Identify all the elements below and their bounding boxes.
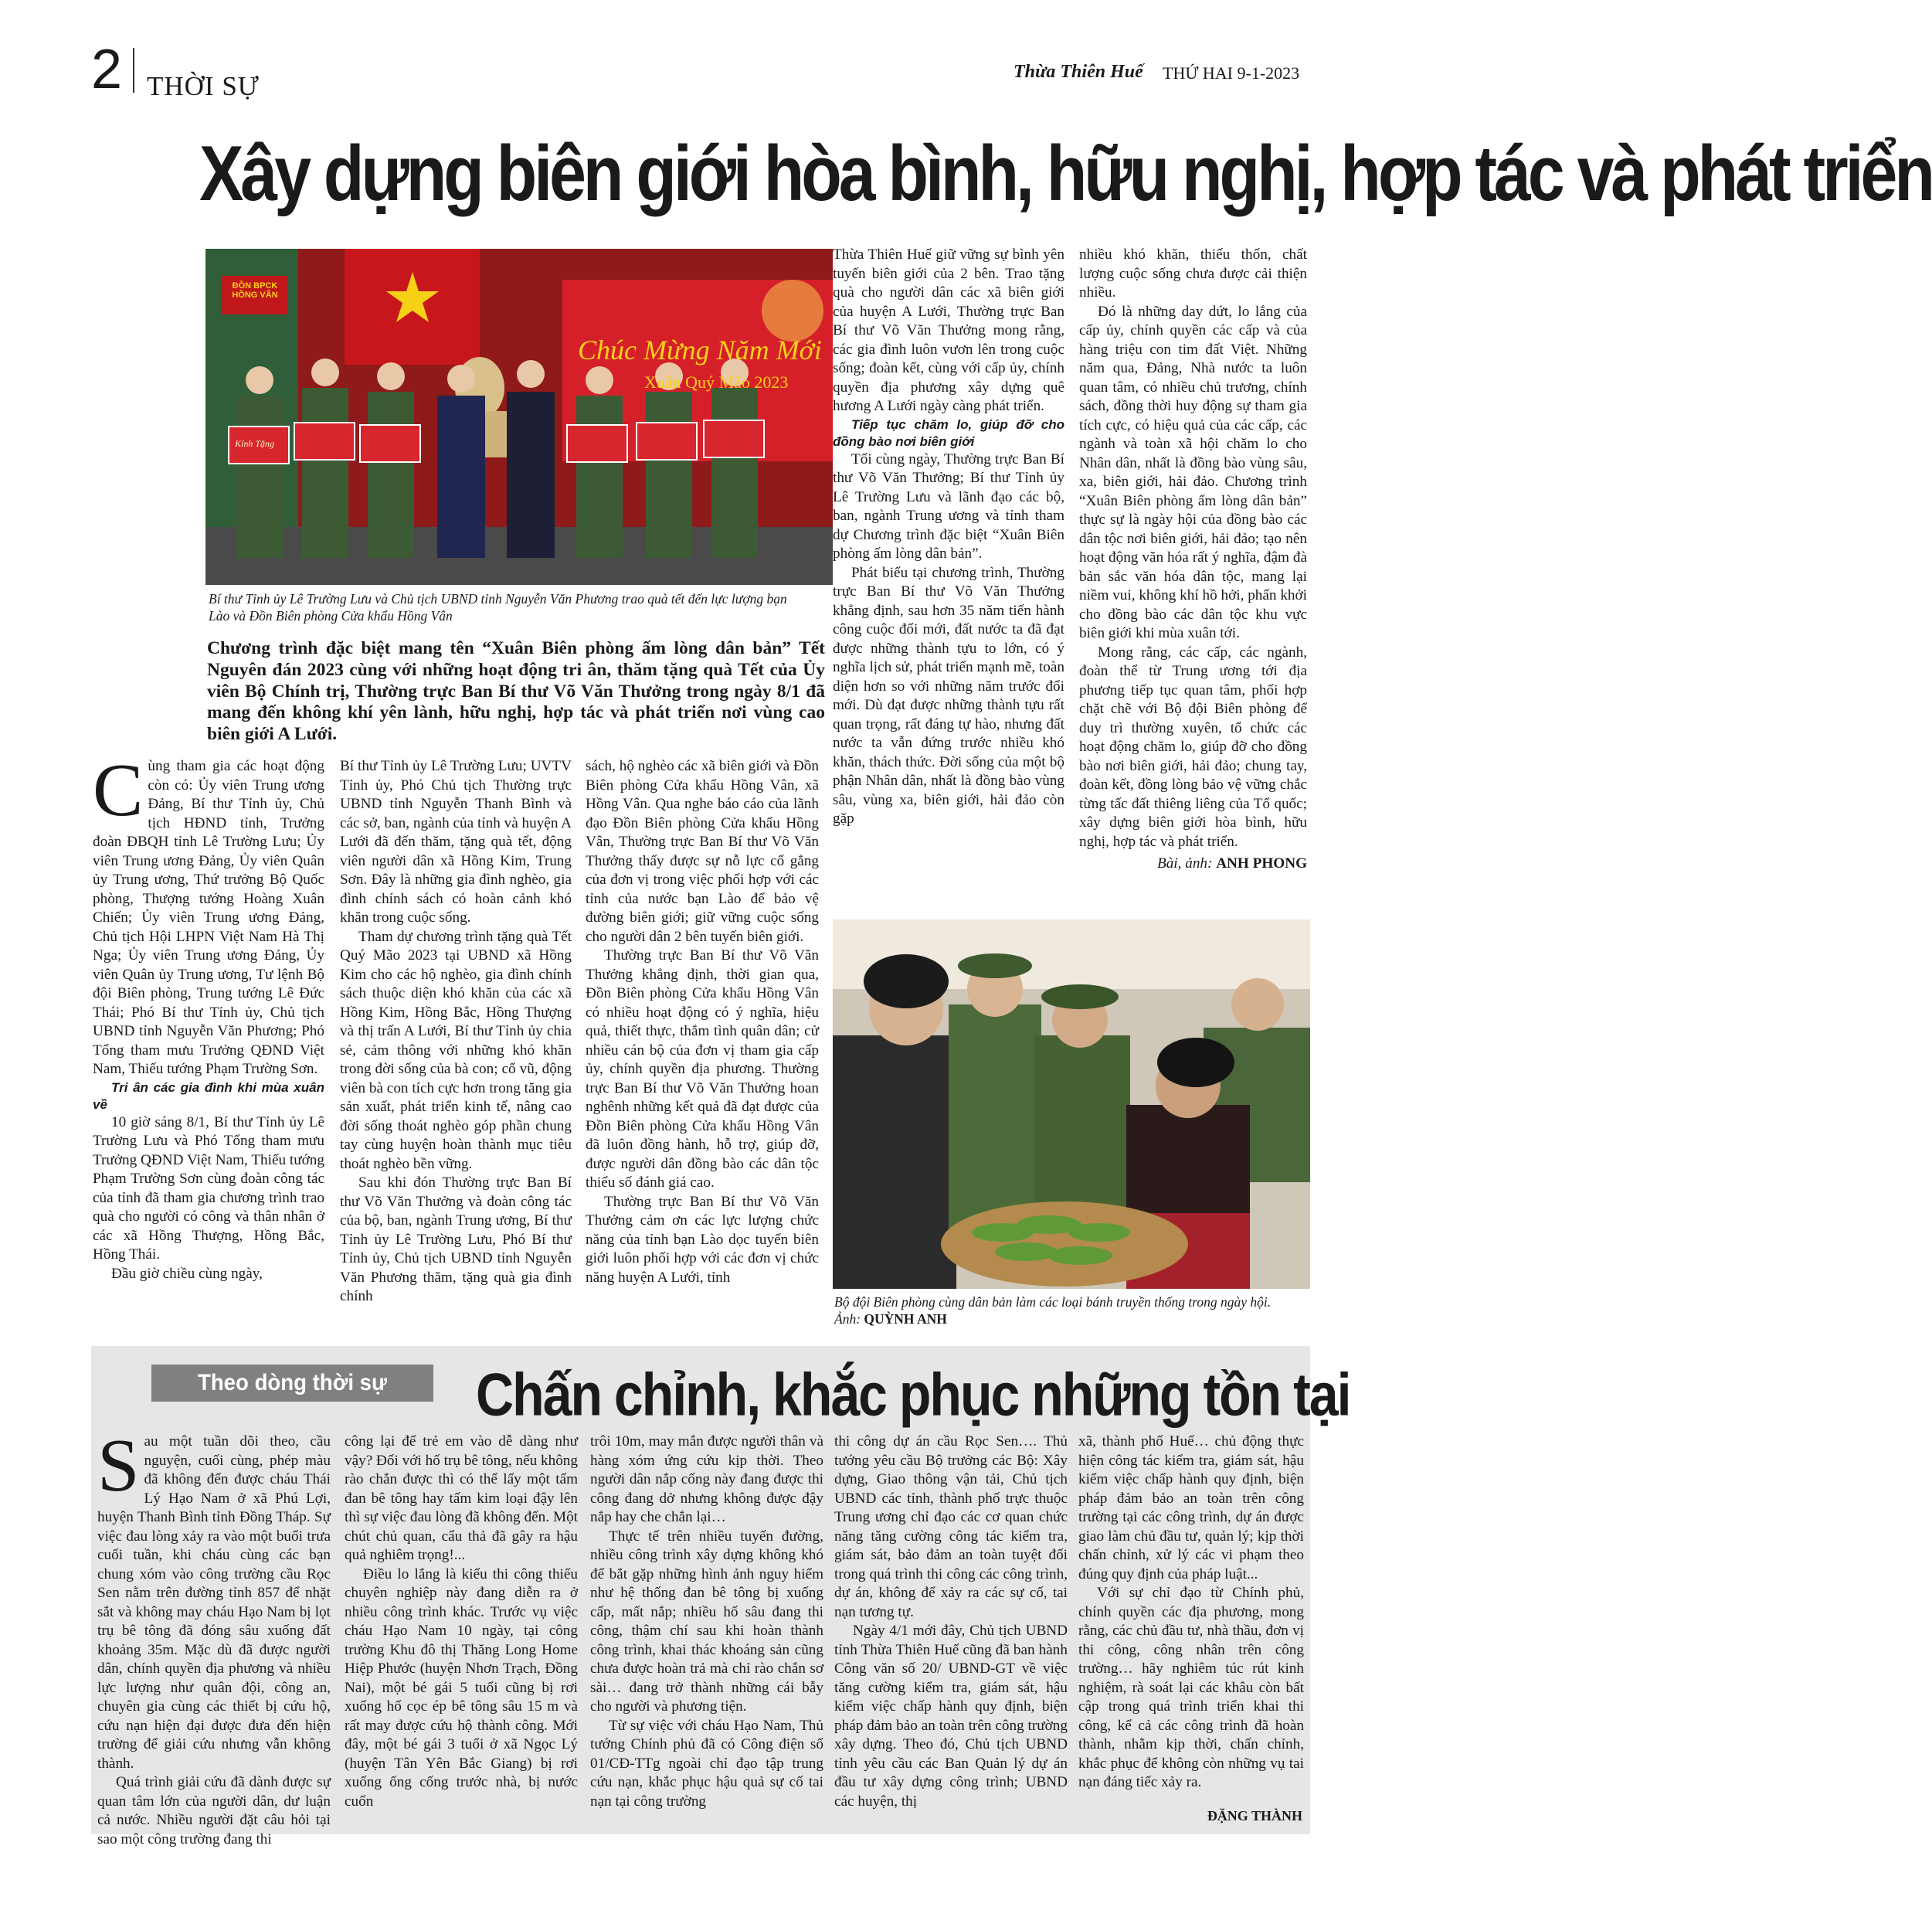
article-1-col4-p2: Tối cùng ngày, Thường trực Ban Bí thư Võ Văn Thưởng; Bí thư Tỉnh ủy Lê Trường Lưu và lãnh đạo các bộ, ban, ngành Trung ương và tỉnh tham dự Chương trình đặc biệt “Xuân Biên phòng ấm lòng dân bản”.: [833, 450, 1064, 562]
article-1-col5-p3: Mong rằng, các cấp, các ngành, đoàn thể từ Trung ương tới địa phương tiếp tục quan tâm, phối hợp chặt chẽ với Bộ đội Biên phòng để duy trì thường xuyên, tổ chức các hoạt động chăm lo, giúp đỡ cho đồng bào nơi biên giới, hải đảo; chung tay, đoàn kết, đồng lòng bảo vệ vững chắc từng tấc đất thiêng liêng của Tổ quốc; xây dựng biên giới hòa bình, hữu nghị, hợp tác và phát triển.: [1079, 644, 1307, 850]
article-2-col1-p2: Quá trình giải cứu đã dành được sự quan tâm lớn của người dân, dư luận cả nước. Nhiều người đặt câu hỏi tại sao một công trường đang thi: [97, 1774, 331, 1847]
article-1-col4-p1: Thừa Thiên Huế giữ vững sự bình yên tuyến biên giới của 2 bên. Trao tặng quà cho người dân các xã biên giới của huyện A Lưới, Thường trực Ban Bí thư Võ Văn Thưởng mong rằng, các gia đình luôn vươn lên trong cuộc sống; đoàn kết, cùng với cấp ủy, chính quyền địa phương xây dựng quê hương A Lưới ngày càng phát triển.: [833, 246, 1064, 414]
article-2-column-2: [345, 1433, 578, 1819]
paper-name: Thừa Thiên Huế: [1014, 62, 1143, 82]
article-1-col4-p3: Phát biểu tại chương trình, Thường trực Ban Bí thư Võ Văn Thưởng khẳng định, sau hơn 35 năm tiến hành công cuộc đổi mới, đất nước ta đã đạt được những thành tựu to lớn, có ý nghĩa lịch sử, phát triển mạnh mẽ, toàn diện hơn so với những năm trước đổi mới. Dù đạt được những thành tựu rất quan trọng, rất đáng tự hào, nhưng đất nước ta vẫn đứng trước nhiều khó khăn, thách thức. Đời sống của một bộ phận Nhân dân, nhất là đồng bào vùng sâu, vùng xa, biên giới, hải đảo còn gặp: [833, 564, 1064, 827]
article-1-col1-p2: 10 giờ sáng 8/1, Bí thư Tỉnh ủy Lê Trường Lưu và Phó Tổng tham mưu Trưởng QĐND Việt Nam, Thiếu tướng Phạm Trường Sơn cùng đoàn công tác của tỉnh đã tham gia chương trình trao quà cho người có công và thân nhân ở các xã Hồng Thượng, Hồng Bắc, Hồng Thái.: [93, 1113, 324, 1263]
photo-traditional-cakes-illustration: [833, 919, 1310, 1289]
article-2-col4-p2: Ngày 4/1 mới đây, Chủ tịch UBND tỉnh Thừa Thiên Huế cũng đã ban hành Công văn số 20/ UBND-GT về việc tăng cường kiểm tra, giám sát, hậu kiểm việc chấp hành quy định, biện pháp đảm bảo an toàn trên công trường xây dựng. Theo đó, Chủ tịch UBND tỉnh yêu cầu các Ban Quản lý dự án đầu tư xây dựng công trình; UBND các huyện, thị: [834, 1623, 1068, 1810]
article-2-col4-p1: thi công dự án cầu Rọc Sen…. Thủ tướng yêu cầu Bộ trưởng các Bộ: Xây dựng, Giao thông vận tải, Chủ tịch UBND các tỉnh, thành phố trực thuộc Trung ương chỉ đạo các cơ quan chức năng tăng cường công tác kiểm tra, giám sát, bảo đảm an toàn tuyệt đối trong quá trình thi công các công trình, dự án, không để xảy ra các sự cố, tai nạn tương tự.: [834, 1433, 1068, 1620]
article-1-column-4: [833, 246, 1064, 902]
article-1-col2-p1: Bí thư Tỉnh ủy Lê Trường Lưu; UVTV Tỉnh ủy, Phó Chủ tịch Thường trực UBND tỉnh Nguyễn Thanh Bình và các sở, ban, ngành của tỉnh và huyện A Lưới đã đến thăm, tặng quà tết, động viên người dân xã Hồng Kim, Trung Sơn. Đây là những gia đình nghèo, gia đình chính sách có hoàn cảnh khó khăn trong cuộc sống.: [340, 758, 572, 926]
article-1-lead: Chương trình đặc biệt mang tên “Xuân Biên phòng ấm lòng dân bản” Tết Nguyên đán 2023 cùng với những hoạt động tri ân, thăm tặng quà Tết của Ủy viên Bộ Chính trị, Thường trực Ban Bí thư Võ Văn Thưởng trong ngày 8/1 đã mang đến không khí yên lành, hữu nghị, hợp tác và phát triển nơi vùng cao biên giới A Lưới.: [207, 638, 825, 745]
article-1-col3-p2: Thường trực Ban Bí thư Võ Văn Thưởng khẳng định, thời gian qua, Đồn Biên phòng Cửa khẩu Hồng Vân có nhiều hoạt động có ý nghĩa, hiệu quả, thiết thực, thắm tình quân dân; cử nhiều cán bộ của đơn vị tham gia cấp ủy, chính quyền địa phương. Thường trực Ban Bí thư Võ Văn Thưởng hoan nghênh những kết quả đã đạt được của Đồn Biên phòng Cửa khẩu Hồng Vân đã luôn đồng hành, hỗ trợ, giúp đỡ, được người dân đồng bào các dân tộc thiểu số đánh giá cao.: [586, 947, 819, 1191]
gift-label: Kính Tặng: [235, 438, 275, 449]
article-2-column-3: [590, 1433, 823, 1819]
banner-unit-name: ĐỒN BPCK HỒNG VÂN: [232, 281, 278, 300]
photo-gift-ceremony-illustration: [205, 249, 833, 585]
article-1-subhead-2: Tiếp tục chăm lo, giúp đỡ cho đồng bào nơi biên giới: [833, 416, 1064, 449]
banner-greeting: Chúc Mừng Năm Mới: [578, 335, 822, 365]
photo-traditional-cakes-caption: [834, 1293, 1298, 1327]
article-1-col5-p2: Đó là những day dứt, lo lắng của cấp ủy, chính quyền các cấp và của hàng triệu con tim đất Việt. Những năm qua, Đảng, Nhà nước ta luôn quan tâm, có nhiều chủ trương, chính sách, đồng thời huy động sự tham gia tích cực, có hiệu quả của các cấp, các ngành và toàn xã hội chăm lo cho Nhân dân, nhất là đồng bào vùng sâu, xa, biên giới, hải đảo. Chương trình “Xuân Biên phòng ấm lòng dân bản” thực sự là ngày hội của đồng bào các dân tộc nơi biên giới, hải đảo; tạo nên hoạt động văn hóa rất ý nghĩa, đậm đà bản sắc văn hóa dân tộc, mang lại niềm vui, không khí hồ hởi, phấn khởi cho đồng bào các dân tộc khu vực biên giới khi mùa xuân tới.: [1079, 303, 1307, 641]
article-2-col1-p1: au một tuần dõi theo, cầu nguyện, cuối cùng, phép màu đã không đến được cháu Thái Lý Hạo Nam ở xã Phú Lợi, huyện Thanh Bình tỉnh Đồng Tháp. Sự việc đau lòng xảy ra vào một buổi trưa cuối tuần, khi cháu cùng các bạn chung xóm vào công trường cầu Rọc Sen nằm trên đường tỉnh 857 để nhặt sắt và không may cháu Hạo Nam bị lọt trụ bê tông đã đóng sâu xuống đất khoảng 35m. Mặc dù đã được người dân, chính quyền địa phương và nhiều lực lượng như quân đội, công an, chuyên gia cùng các thiết bị cứu hộ, cứu nạn hiện đại được đưa đến hiện trường để giải cứu nhưng vẫn không thành.: [97, 1433, 331, 1772]
dropcap-c: C: [93, 749, 144, 832]
article-2-column-4: [834, 1433, 1068, 1819]
article-2-byline: ĐẶNG THÀNH: [1207, 1808, 1302, 1824]
article-1-byline: [1079, 855, 1307, 874]
article-2-col2-p1: công lại để trẻ em vào dễ dàng như vậy? Đối với hố trụ bê tông, nếu không rào chắn được thì có thể lấy một tấm đan bê tông hay tấm kim loại đậy lên thì sự việc đau lòng đã không đến. Một chút chủ quan, cẩu thả đã gây ra hậu quả nghiêm trọng!...: [345, 1433, 578, 1563]
article-2-col3-p3: Từ sự việc với cháu Hạo Nam, Thủ tướng Chính phủ đã có Công điện số 01/CĐ-TTg ngoài chỉ đạo tập trung cứu nạn, khắc phục hậu quả sự cố tai nạn tại công trường: [590, 1717, 823, 1810]
page-header: [0, 0, 1392, 108]
photo-gift-ceremony-caption: Bí thư Tỉnh ủy Lê Trường Lưu và Chủ tịch UBND tỉnh Nguyễn Văn Phương trao quà tết đến lực lượng bạn Lào và Đồn Biên phòng Cửa khẩu Hồng Vân: [209, 591, 787, 624]
photo-gift-ceremony: [205, 249, 833, 585]
article-2-column-1: [97, 1424, 331, 1847]
article-2-rubric: [151, 1365, 433, 1402]
page-number: 2: [91, 39, 123, 100]
article-1-column-3: [586, 757, 819, 1337]
article-2-col3-p2: Thực tế trên nhiều tuyến đường, nhiều công trình xây dựng không khó để bắt gặp những hình ảnh nguy hiểm như hệ thống đan bê tông bị xuống cấp, mất nắp; nhiều hố sâu đang thi công, thậm chí sau khi hoàn thành công trình, khai thác khoáng sản cũng chưa được hoàn trả mà chỉ rào chắn sơ sài… đang trở thành những cái bẫy cho người và phương tiện.: [590, 1528, 823, 1715]
photo-traditional-cakes-caption-author: QUỲNH ANH: [864, 1311, 947, 1327]
article-1-col2-p3: Sau khi đón Thường trực Ban Bí thư Võ Văn Thưởng và đoàn công tác của bộ, ban, ngành Trung ương, Bí thư Tỉnh ủy Lê Trường Lưu, Phó Bí thư Tỉnh ủy, Chủ tịch UBND tỉnh Nguyễn Văn Phương thăm, tặng quà gia đình chính: [340, 1174, 572, 1304]
article-1-headline: Xây dựng biên giới hòa bình, hữu nghị, hợp tác và phát triển: [199, 130, 1932, 218]
article-2-col2-p2: Điều lo lắng là kiểu thi công thiếu chuyên nghiệp này đang diễn ra ở nhiều công trình khác. Trước vụ việc cháu Hạo Nam 10 ngày, tại công trường Khu đô thị Thăng Long Home Hiệp Phước (huyện Nhơn Trạch, Đồng Nai), một bé gái 5 tuổi cũng bị rơi xuống hố cọc ép bê tông sâu 15 m và rất may được cứu hộ thành công. Mới đây, một bé gái 3 tuổi ở xã Ngọc Lý (huyện Tân Yên Bắc Giang) bị rơi xuống ống cống trước nhà, bị nước cuốn: [345, 1565, 578, 1810]
photo-traditional-cakes: [833, 919, 1310, 1289]
article-1-byline-label: Bài, ảnh:: [1156, 855, 1213, 872]
article-2-rubric-label: Theo dòng thời sự: [197, 1370, 388, 1395]
issue-date: THỨ HAI 9-1-2023: [1163, 63, 1300, 83]
article-1-col3-p3: Thường trực Ban Bí thư Võ Văn Thưởng cảm ơn các lực lượng chức năng của tỉnh bạn Lào dọc tuyến biên giới luôn phối hợp với các đơn vị chức năng huyện A Lưới, tỉnh: [586, 1193, 819, 1286]
banner-year: Xuân Quý Mão 2023: [644, 372, 789, 392]
article-2-col5-p2: Với sự chỉ đạo từ Chính phủ, chính quyền các địa phương, mong rằng, các chủ đầu tư, nhà thầu, đơn vị thi công, công nhân trên công trường… hãy nghiêm túc rút kinh nghiệm, rà soát lại các khâu còn bất cập trong quá trình triển khai thi công, kể cả các công trình đã hoàn thành, nhằm kịp thời, chấn chỉnh, khắc phục để không còn những vụ tai nạn đáng tiếc xảy ra.: [1078, 1585, 1304, 1790]
article-1-col2-p2: Tham dự chương trình tặng quà Tết Quý Mão 2023 tại UBND xã Hồng Kim cho các hộ nghèo, gia đình chính sách thuộc diện khó khăn của các xã Hồng Kim, Hồng Bắc, Hồng Thượng và thị trấn A Lưới, Bí thư Tỉnh ủy chia sẻ, cảm thông với những khó khăn trong đời sống của bà con; cổ vũ, động viên bà con tích cực hơn trong tăng gia sản xuất, phát triển kinh tế, nâng cao đời sống thoát nghèo góp phần chung tay cùng huyện hoàn thành mục tiêu thoát nghèo bền vững.: [340, 928, 572, 1172]
article-1-column-1: [93, 749, 324, 1337]
article-1-column-5: [1079, 246, 1307, 910]
article-2-headline: Chấn chỉnh, khắc phục những tồn tại: [476, 1361, 1350, 1429]
header-rule: [133, 48, 134, 93]
article-1-col3-p1: sách, hộ nghèo các xã biên giới và Đồn Biên phòng Cửa khẩu Hồng Vân, xã Hồng Vân. Qua nghe báo cáo của lãnh đạo Đồn Biên phòng Cửa khẩu Hồng Vân, Thường trực Ban Bí thư Võ Văn Thưởng thấy được sự nỗ lực cố gắng của đơn vị trong việc phối hợp với các tỉnh của nước bạn Lào để bảo vệ đường biên giới; giữ vững cuộc sống cho người dân 2 bên tuyến biên giới.: [586, 758, 819, 945]
article-1-col5-p1: nhiều khó khăn, thiếu thốn, chất lượng cuộc sống chưa được cải thiện nhiều.: [1079, 246, 1307, 301]
section-label: THỜI SỰ: [147, 71, 260, 101]
article-1-column-2: [340, 757, 572, 1337]
article-1-subhead-1: Tri ân các gia đình khi mùa xuân về: [93, 1079, 324, 1112]
article-2-col3-p1: trôi 10m, may mắn được người thân và hàng xóm ứng cứu kịp thời. Theo người dân nắp cống này đang được thi công đang dở nhưng không được đậy nắp hay che chắn lại…: [590, 1433, 823, 1525]
dropcap-s: S: [97, 1424, 140, 1507]
article-2-column-5: [1078, 1433, 1304, 1788]
article-2-col5-p1: xã, thành phố Huế… chủ động thực hiện công tác kiểm tra, giám sát, hậu kiểm việc chấp hành quy định, biện pháp đảm bảo an toàn trên công trường tại các công trình, dự án được giao làm chủ đầu tư, quản lý; kịp thời chấn chỉnh, xử lý các vi phạm theo đúng quy định của pháp luật...: [1078, 1433, 1304, 1582]
photo-traditional-cakes-caption-text: Bộ đội Biên phòng cùng dân bản làm các loại bánh truyền thống trong ngày hội. Ảnh:: [834, 1294, 1272, 1327]
article-1-byline-name: ANH PHONG: [1216, 855, 1307, 872]
article-1-col1-p3: Đầu giờ chiều cùng ngày,: [111, 1265, 263, 1282]
article-1-col1-p1: ùng tham gia các hoạt động còn có: Ủy viên Trung ương Đảng, Bí thư Tỉnh ủy, Chủ tịch HĐND tỉnh, Trưởng đoàn ĐBQH tỉnh Lê Trường Lưu; Ủy viên Trung ương Đảng, Ủy viên Quân ủy Trung ương, Thứ trưởng Bộ Quốc phòng, Thượng tướng Hoàng Xuân Chiến; Ủy viên Trung ương Đảng, Chủ tịch Hội LHPN Việt Nam Hà Thị Nga; Ủy viên Trung ương Đảng, Ủy viên Quân ủy Trung ương, Tư lệnh Bộ đội Biên phòng, Trung tướng Lê Đức Thái; Phó Bí thư Tỉnh ủy, Chủ tịch UBND tỉnh Nguyễn Văn Phương; Phó Tổng tham mưu Trưởng QĐND Việt Nam, Thiếu tướng Phạm Trường Sơn.: [93, 758, 324, 1077]
